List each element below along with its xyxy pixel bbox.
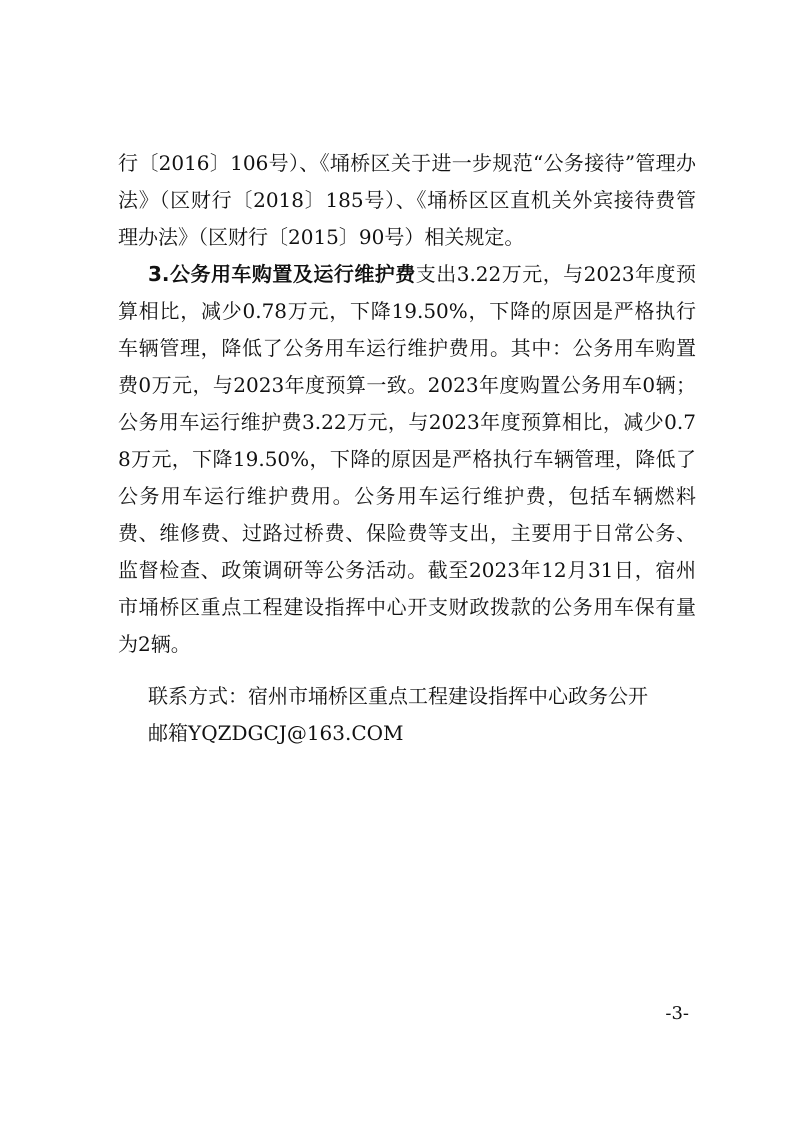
- section-heading: 3.公务用车购置及运行维护费: [148, 262, 416, 286]
- page-number: -3-: [665, 1003, 689, 1024]
- contact-block: [148, 678, 696, 752]
- contact-line: 联系方式：宿州市埇桥区重点工程建设指挥中心政务公开: [148, 684, 648, 708]
- paragraph-vehicle-expenses: [118, 256, 696, 663]
- contact-email: 邮箱YQZDGCJ@163.COM: [148, 721, 404, 745]
- paragraph-regulations: 行〔2016〕106号）、《埇桥区关于进一步规范“公务接待”管理办法》（区财行〔2018〕185号）、《埇桥区区直机关外宾接待费管理办法》（区财行〔2015〕90号）相关规定。: [118, 151, 696, 249]
- section-body: 支出3.22万元，与2023年度预算相比，减少0.78万元，下降19.50%，下降的原因是严格执行车辆管理，降低了公务用车运行维护费用。其中：公务用车购置费0万元，与2023年度预算一致。2023年度购置公务用车0辆；公务用车运行维护费3.22万元，与2023年度预算相比，减少0.78万元，下降19.50%，下降的原因是严格执行车辆管理，降低了公务用车运行维护费用。公务用车运行维护费，包括车辆燃料费、维修费、过路过桥费、保险费等支出，主要用于日常公务、监督检查、政策调研等公务活动。截至2023年12月31日，宿州市埇桥区重点工程建设指挥中心开支财政拨款的公务用车保有量为2辆。: [118, 262, 696, 656]
